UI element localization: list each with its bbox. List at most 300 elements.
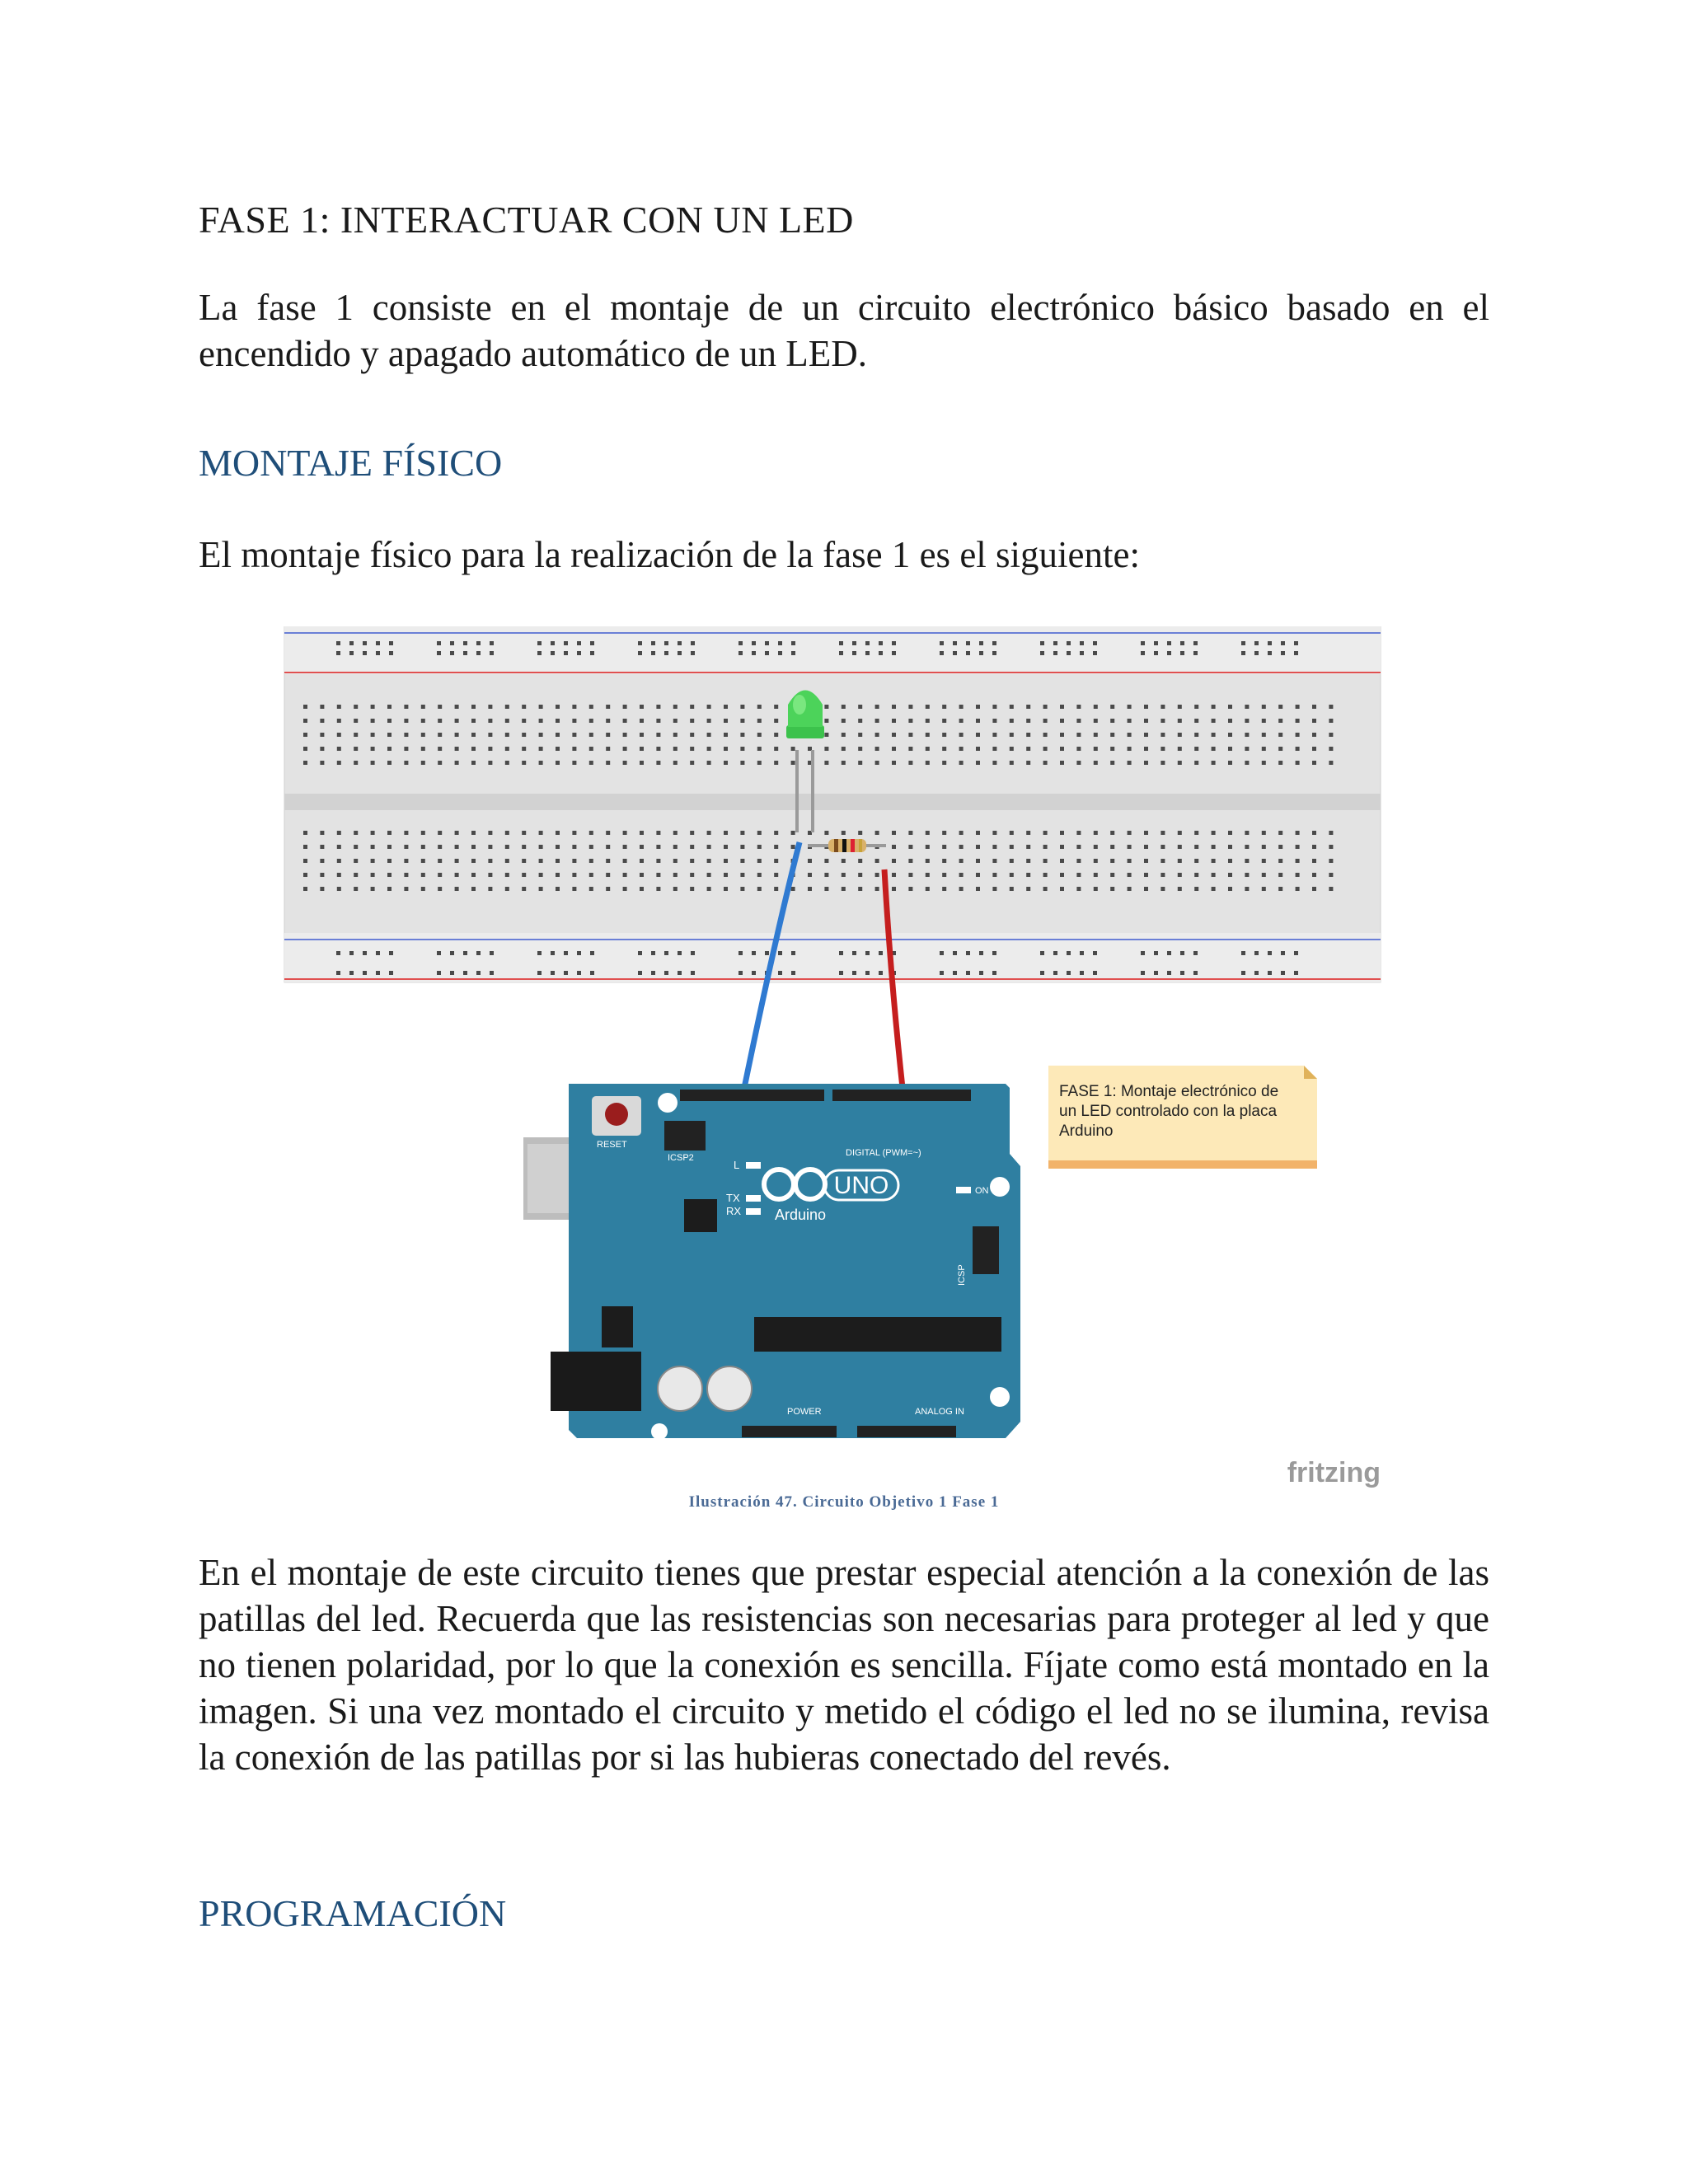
breadboard-hole [1245, 887, 1249, 891]
breadboard-hole [651, 971, 655, 975]
breadboard-hole [678, 951, 682, 955]
breadboard-hole [638, 971, 642, 975]
breadboard-hole [303, 761, 307, 765]
breadboard-hole [320, 873, 324, 877]
breadboard-hole [752, 971, 756, 975]
breadboard-hole [879, 951, 883, 955]
breadboard-hole [1294, 651, 1298, 655]
page-title: FASE 1: INTERACTUAR CON UN LED [199, 199, 854, 241]
breadboard-hole [892, 719, 896, 723]
breadboard-hole [656, 845, 660, 849]
breadboard-hole [656, 733, 660, 737]
breadboard-hole [1053, 651, 1057, 655]
breadboard-hole [774, 705, 778, 709]
breadboard-hole [438, 761, 442, 765]
breadboard-hole [1160, 761, 1165, 765]
breadboard-hole [463, 951, 467, 955]
section-heading-programacion: PROGRAMACIÓN [199, 1892, 507, 1934]
breadboard-hole [1093, 951, 1097, 955]
breadboard-hole [1194, 831, 1198, 835]
board-power-label: POWER [787, 1407, 822, 1417]
breadboard-hole [1194, 747, 1198, 751]
breadboard-hole [539, 733, 543, 737]
breadboard-hole [1093, 641, 1097, 645]
breadboard-hole [488, 831, 492, 835]
breadboard-hole [1067, 651, 1071, 655]
breadboard-hole [1312, 831, 1316, 835]
breadboard-hole [664, 971, 668, 975]
breadboard-hole [336, 951, 340, 955]
breadboard-hole [404, 831, 408, 835]
board-analog-label: ANALOG IN [915, 1407, 964, 1417]
breadboard-hole [389, 641, 393, 645]
breadboard-hole [1278, 859, 1282, 863]
breadboard-hole [564, 951, 568, 955]
breadboard-hole [842, 831, 846, 835]
breadboard-hole [1329, 733, 1333, 737]
breadboard-hole [303, 705, 307, 709]
breadboard-hole [1212, 719, 1216, 723]
breadboard-hole [623, 733, 627, 737]
breadboard-hole [839, 971, 843, 975]
breadboard-hole [778, 951, 782, 955]
breadboard-hole [303, 831, 307, 835]
breadboard-hole [673, 747, 678, 751]
breadboard-hole [940, 971, 944, 975]
breadboard-hole [892, 761, 896, 765]
breadboard-hole [1060, 733, 1064, 737]
breadboard-hole [463, 971, 467, 975]
breadboard-hole [556, 859, 560, 863]
breadboard-hole [1040, 971, 1044, 975]
breadboard-hole [738, 971, 743, 975]
breadboard-hole [389, 651, 393, 655]
breadboard-hole [942, 873, 946, 877]
breadboard-hole [505, 747, 509, 751]
breadboard-hole [959, 761, 964, 765]
breadboard-hole [926, 733, 930, 737]
breadboard-hole [879, 651, 883, 655]
breadboard-hole [376, 641, 380, 645]
breadboard-hole [892, 705, 896, 709]
breadboard-hole [824, 733, 828, 737]
breadboard-hole [778, 641, 782, 645]
breadboard-hole [1312, 845, 1316, 849]
breadboard-hole [590, 971, 594, 975]
breadboard-hole [673, 761, 678, 765]
breadboard-hole [765, 951, 769, 955]
breadboard-hole [1076, 859, 1081, 863]
breadboard-hole [303, 859, 307, 863]
breadboard-hole [1194, 761, 1198, 765]
breadboard-hole [1296, 859, 1300, 863]
breadboard-hole [1160, 887, 1165, 891]
breadboard-hole [852, 951, 856, 955]
breadboard-hole [551, 951, 555, 955]
breadboard-hole [678, 971, 682, 975]
breadboard-hole [1329, 705, 1333, 709]
breadboard-hole [892, 887, 896, 891]
breadboard-hole [908, 719, 912, 723]
breadboard-hole [371, 761, 375, 765]
breadboard-hole [551, 971, 555, 975]
breadboard-hole [371, 859, 375, 863]
breadboard-hole [690, 761, 694, 765]
breadboard-hole [572, 845, 576, 849]
breadboard-hole [556, 873, 560, 877]
breadboard-hole [979, 651, 983, 655]
breadboard-hole [1026, 831, 1030, 835]
breadboard-hole [774, 887, 778, 891]
breadboard-hole [651, 951, 655, 955]
breadboard-hole [842, 873, 846, 877]
breadboard-hole [421, 873, 425, 877]
breadboard-hole [774, 831, 778, 835]
breadboard-hole [678, 651, 682, 655]
breadboard-hole [875, 831, 879, 835]
breadboard-hole [1245, 705, 1249, 709]
breadboard-hole [539, 719, 543, 723]
breadboard-hole [606, 845, 610, 849]
breadboard-hole [589, 887, 593, 891]
breadboard-hole [556, 747, 560, 751]
breadboard-hole [320, 887, 324, 891]
breadboard-hole [1053, 971, 1057, 975]
breadboard-hole [765, 641, 769, 645]
breadboard-hole [1043, 747, 1048, 751]
breadboard-hole [1160, 831, 1165, 835]
breadboard-hole [589, 873, 593, 877]
breadboard-hole [858, 859, 862, 863]
breadboard-hole [926, 761, 930, 765]
breadboard-hole [455, 831, 459, 835]
breadboard-hole [640, 719, 644, 723]
breadboard-hole [757, 733, 762, 737]
breadboard-hole [320, 831, 324, 835]
breadboard-hole [1278, 733, 1282, 737]
breadboard-hole [371, 705, 375, 709]
breadboard-hole [942, 719, 946, 723]
breadboard-hole [992, 831, 996, 835]
breadboard-hole [1228, 845, 1232, 849]
breadboard-hole [606, 705, 610, 709]
breadboard-hole [640, 873, 644, 877]
board-model-label: UNO [833, 1172, 889, 1199]
breadboard-hole [438, 733, 442, 737]
breadboard-hole [926, 705, 930, 709]
breadboard-hole [455, 887, 459, 891]
breadboard-hole [1296, 733, 1300, 737]
breadboard-hole [1094, 831, 1098, 835]
breadboard-hole [505, 733, 509, 737]
breadboard-hole [1026, 845, 1030, 849]
breadboard-hole [976, 747, 980, 751]
breadboard-hole [337, 719, 341, 723]
breadboard-hole [371, 719, 375, 723]
breadboard-hole [572, 873, 576, 877]
breadboard-hole [1180, 651, 1184, 655]
breadboard-hole [1193, 651, 1198, 655]
breadboard-hole [404, 747, 408, 751]
board-l-label: L [734, 1159, 740, 1171]
breadboard-hole [463, 651, 467, 655]
breadboard-hole [1178, 845, 1182, 849]
breadboard-hole [488, 873, 492, 877]
breadboard-hole [1160, 747, 1165, 751]
breadboard-hole [1026, 873, 1030, 877]
breadboard-hole [1268, 641, 1272, 645]
breadboard-hole [354, 733, 358, 737]
breadboard-hole [354, 705, 358, 709]
breadboard-hole [320, 733, 324, 737]
breadboard-hole [623, 831, 627, 835]
breadboard-hole [926, 859, 930, 863]
breadboard-hole [673, 845, 678, 849]
breadboard-hole [875, 887, 879, 891]
breadboard-hole [1228, 719, 1232, 723]
breadboard-hole [1241, 641, 1245, 645]
breadboard-hole [707, 747, 711, 751]
breadboard-hole [1312, 887, 1316, 891]
breadboard-hole [1076, 873, 1081, 877]
breadboard-hole [363, 971, 367, 975]
breadboard-hole [556, 705, 560, 709]
breadboard-hole [942, 761, 946, 765]
breadboard-hole [1010, 719, 1014, 723]
breadboard-hole [1167, 641, 1171, 645]
board-digital-label: DIGITAL (PWM=~) [846, 1148, 921, 1158]
breadboard-hole [959, 719, 964, 723]
breadboard-hole [1080, 641, 1084, 645]
breadboard-hole [1160, 873, 1165, 877]
breadboard-hole [892, 845, 896, 849]
breadboard-hole [1076, 747, 1081, 751]
breadboard-hole [1278, 747, 1282, 751]
breadboard-hole [606, 761, 610, 765]
breadboard-hole [791, 971, 795, 975]
breadboard-hole [1212, 831, 1216, 835]
breadboard-hole [757, 705, 762, 709]
breadboard-hole [1144, 831, 1148, 835]
breadboard-hole [539, 705, 543, 709]
breadboard-hole [450, 971, 454, 975]
breadboard-hole [387, 761, 392, 765]
breadboard-hole [791, 747, 795, 751]
breadboard-hole [1178, 733, 1182, 737]
breadboard-hole [791, 845, 795, 849]
breadboard-hole [1278, 845, 1282, 849]
breadboard-hole [976, 845, 980, 849]
breadboard-hole [1094, 719, 1098, 723]
breadboard-hole [1167, 971, 1171, 975]
breadboard-hole [707, 873, 711, 877]
breadboard-hole [1262, 887, 1266, 891]
breadboard-hole [1245, 733, 1249, 737]
breadboard-hole [488, 705, 492, 709]
breadboard-hole [471, 719, 476, 723]
breadboard-hole [1254, 951, 1259, 955]
breadboard-hole [1040, 951, 1044, 955]
breadboard-hole [673, 705, 678, 709]
breadboard-hole [1076, 719, 1081, 723]
breadboard-hole [1053, 641, 1057, 645]
breadboard-hole [875, 705, 879, 709]
breadboard-hole [337, 845, 341, 849]
breadboard-hole [1167, 651, 1171, 655]
breadboard-hole [1212, 873, 1216, 877]
breadboard-hole [354, 859, 358, 863]
breadboard-hole [979, 971, 983, 975]
breadboard-hole [1296, 873, 1300, 877]
breadboard-hole [757, 761, 762, 765]
breadboard-hole [320, 761, 324, 765]
breadboard-hole [992, 747, 996, 751]
breadboard-hole [522, 859, 526, 863]
breadboard-hole [1128, 873, 1132, 877]
breadboard-hole [337, 705, 341, 709]
breadboard-hole [505, 845, 509, 849]
breadboard-hole [1060, 761, 1064, 765]
breadboard-hole [778, 651, 782, 655]
breadboard-hole [724, 831, 728, 835]
breadboard-hole [959, 845, 964, 849]
breadboard-hole [724, 887, 728, 891]
breadboard-hole [577, 651, 581, 655]
breadboard-hole [1296, 761, 1300, 765]
breadboard-hole [824, 859, 828, 863]
breadboard-hole [824, 873, 828, 877]
breadboard-hole [404, 719, 408, 723]
breadboard-hole [959, 733, 964, 737]
breadboard-hole [740, 887, 744, 891]
breadboard-hole [1212, 887, 1216, 891]
breadboard-hole [606, 873, 610, 877]
breadboard-hole [1281, 641, 1285, 645]
breadboard-hole [623, 887, 627, 891]
breadboard-hole [1060, 859, 1064, 863]
breadboard-hole [1076, 887, 1081, 891]
breadboard-hole [942, 831, 946, 835]
breadboard-hole [690, 733, 694, 737]
breadboard-hole [752, 651, 756, 655]
note-line-3: Arduino [1059, 1122, 1114, 1140]
breadboard-hole [656, 873, 660, 877]
breadboard-hole [606, 831, 610, 835]
breadboard-hole [774, 733, 778, 737]
breadboard-hole [471, 845, 476, 849]
breadboard-hole [673, 873, 678, 877]
breadboard-hole [656, 859, 660, 863]
breadboard-hole [656, 705, 660, 709]
breadboard-hole [522, 747, 526, 751]
breadboard-hole [437, 641, 441, 645]
breadboard-hole [455, 705, 459, 709]
breadboard-hole [707, 887, 711, 891]
breadboard-hole [1128, 887, 1132, 891]
breadboard-hole [1080, 651, 1084, 655]
breadboard-hole [1329, 831, 1333, 835]
breadboard-hole [1193, 971, 1198, 975]
breadboard-hole [539, 873, 543, 877]
breadboard-hole [1262, 719, 1266, 723]
breadboard-hole [471, 747, 476, 751]
breadboard-hole [651, 651, 655, 655]
breadboard-hole [1329, 719, 1333, 723]
breadboard-hole [1262, 747, 1266, 751]
breadboard-hole [421, 859, 425, 863]
breadboard-hole [1254, 641, 1259, 645]
breadboard-hole [707, 733, 711, 737]
breadboard-hole [572, 859, 576, 863]
breadboard-hole [865, 651, 870, 655]
breadboard-hole [539, 761, 543, 765]
breadboard-hole [1026, 887, 1030, 891]
breadboard-hole [824, 761, 828, 765]
breadboard-hole [656, 719, 660, 723]
breadboard-hole [1067, 971, 1071, 975]
breadboard-hole [376, 651, 380, 655]
breadboard-hole [757, 719, 762, 723]
breadboard-hole [638, 951, 642, 955]
breadboard-hole [1094, 747, 1098, 751]
breadboard-hole [623, 859, 627, 863]
breadboard-hole [942, 845, 946, 849]
breadboard-hole [488, 733, 492, 737]
breadboard-hole [337, 887, 341, 891]
breadboard-hole [707, 845, 711, 849]
breadboard-hole [842, 887, 846, 891]
breadboard-hole [572, 887, 576, 891]
breadboard-hole [691, 641, 695, 645]
breadboard-hole [953, 951, 957, 955]
breadboard-hole [808, 859, 812, 863]
breadboard-hole [1043, 705, 1048, 709]
breadboard-hole [865, 971, 870, 975]
breadboard-hole [892, 641, 896, 645]
breadboard-hole [354, 873, 358, 877]
breadboard-hole [450, 951, 454, 955]
breadboard-hole [774, 873, 778, 877]
breadboard-hole [1212, 845, 1216, 849]
breadboard-hole [724, 733, 728, 737]
breadboard-hole [564, 651, 568, 655]
breadboard-hole [908, 747, 912, 751]
breadboard-hole [404, 845, 408, 849]
breadboard-hole [471, 831, 476, 835]
breadboard-hole [892, 859, 896, 863]
breadboard-hole [1254, 971, 1259, 975]
breadboard-hole [1262, 761, 1266, 765]
breadboard-hole [371, 845, 375, 849]
breadboard-hole [740, 845, 744, 849]
breadboard-hole [1329, 887, 1333, 891]
breadboard-hole [640, 733, 644, 737]
breadboard [284, 626, 1381, 982]
breadboard-hole [774, 845, 778, 849]
breadboard-hole [892, 831, 896, 835]
breadboard-hole [1060, 887, 1064, 891]
breadboard-hole [488, 719, 492, 723]
breadboard-hole [589, 705, 593, 709]
breadboard-hole [1154, 951, 1158, 955]
breadboard-hole [1178, 873, 1182, 877]
breadboard-hole [992, 859, 996, 863]
breadboard-hole [1160, 719, 1165, 723]
breadboard-hole [875, 761, 879, 765]
breadboard-hole [1241, 651, 1245, 655]
breadboard-hole [371, 733, 375, 737]
breadboard-hole [1060, 845, 1064, 849]
